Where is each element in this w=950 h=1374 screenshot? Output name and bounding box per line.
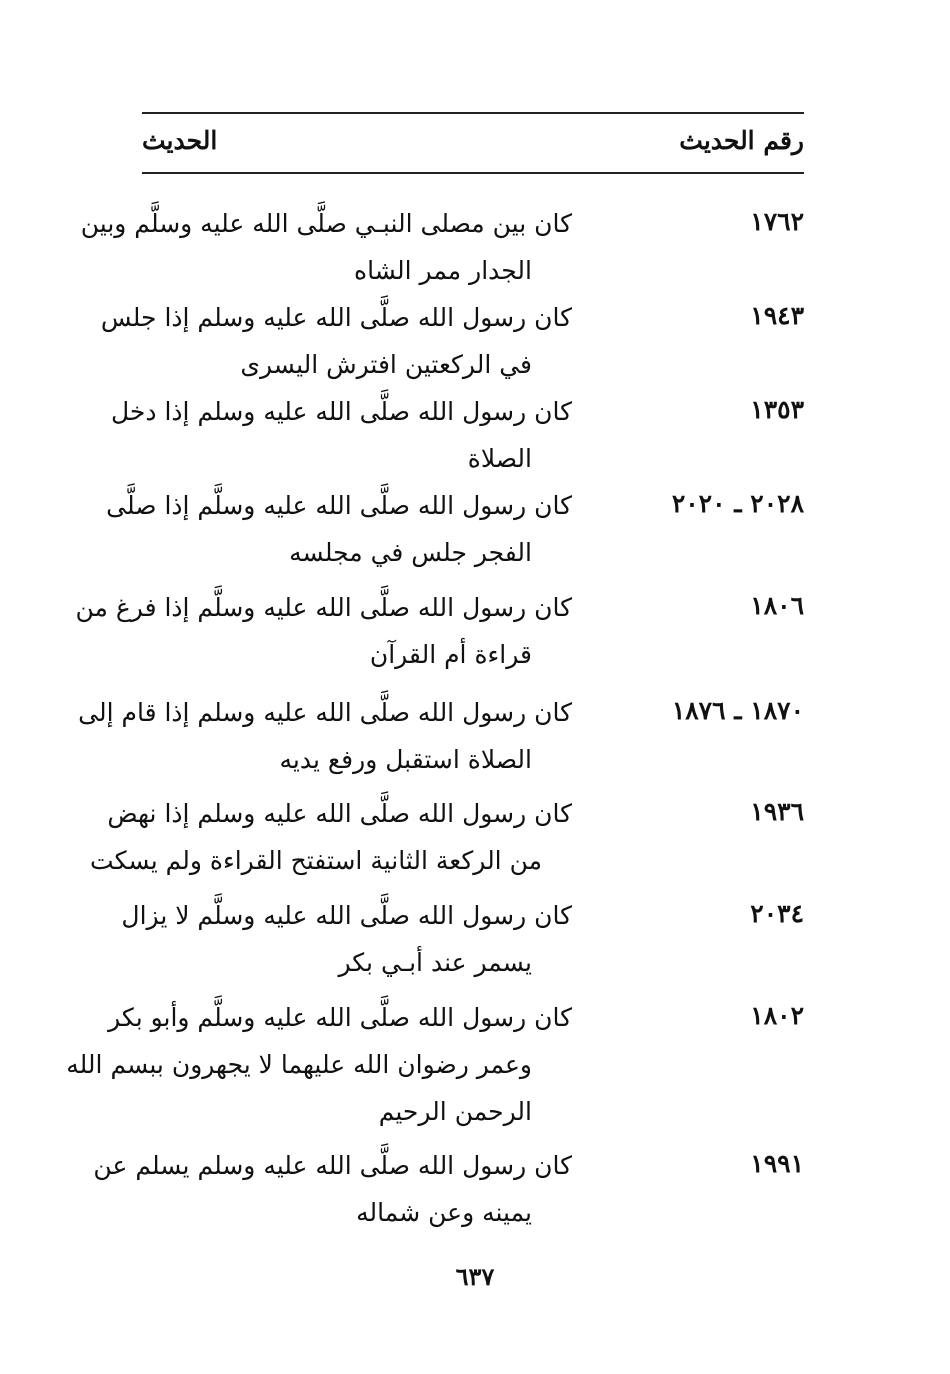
hadith-number: ٢٠٣٤: [750, 899, 804, 928]
hadith-number: ١٣٥٣: [750, 395, 804, 424]
hadith-text: [100, 294, 572, 388]
hadith-text-line: الرحمن الرحيم: [378, 1097, 532, 1126]
hadith-number: ١٧٦٢: [750, 207, 804, 236]
hadith-text-line: وعمر رضوان الله عليهما لا يجهرون ببسم الله: [66, 1050, 532, 1079]
hadith-number: ١٨٠٦: [750, 591, 804, 620]
hadith-text-line: كان رسول الله صلَّى الله عليه وسلم إذا دخل: [111, 397, 572, 426]
hadith-number: ١٩٩١: [750, 1149, 804, 1178]
hadith-text: [66, 994, 572, 1135]
hadith-text-line: كان رسول الله صلَّى الله عليه وسلم إذا قام إلى: [78, 698, 572, 727]
hadith-number: ١٩٣٦: [750, 797, 804, 826]
table-header: [142, 118, 804, 168]
hadith-text-line: يسمر عند أبـي بكر: [338, 948, 532, 977]
hadith-text-column-heading: الحديث: [142, 126, 218, 155]
hadith-text: [106, 482, 572, 576]
hadith-text-line: في الركعتين افترش اليسرى: [240, 350, 532, 379]
page-number: ٦٣٧: [455, 1262, 495, 1291]
hadith-text-line: الجدار ممر الشاه: [354, 256, 532, 285]
hadith-text-line: قراءة أم القرآن: [369, 640, 532, 669]
hadith-text-line: من الركعة الثانية استفتح القراءة ولم يسكت: [90, 846, 542, 875]
hadith-text: [93, 1142, 572, 1236]
hadith-text-line: يمينه وعن شماله: [356, 1198, 532, 1227]
hadith-text-line: الفجر جلس في مجلسه: [289, 538, 532, 567]
hadith-text-line: كان رسول الله صلَّى الله عليه وسلم يسلم عن: [93, 1151, 572, 1180]
hadith-text-line: كان رسول الله صلَّى الله عليه وسلم إذا نهض: [107, 799, 572, 828]
hadith-text-line: كان رسول الله صلَّى الله عليه وسلَّم لا يزال: [121, 901, 572, 930]
hadith-text-line: كان رسول الله صلَّى الله عليه وسلَّم إذا فرغ من: [75, 593, 572, 622]
hadith-text: [78, 689, 572, 783]
hadith-text: [121, 892, 572, 986]
hadith-number-column-heading: رقم الحديث: [679, 126, 804, 155]
hadith-text-line: كان رسول الله صلَّى الله عليه وسلَّم إذا صلَّى: [106, 491, 572, 520]
hadith-number: ١٨٧٠ ـ ١٨٧٦: [671, 696, 804, 725]
hadith-text-line: الصلاة: [467, 444, 532, 473]
hadith-number: ١٨٠٢: [750, 1001, 804, 1030]
hadith-text-line: كان رسول الله صلَّى الله عليه وسلَّم وأبو بكر: [108, 1003, 572, 1032]
hadith-number: ١٩٤٣: [750, 301, 804, 330]
header-bottom-rule: [142, 172, 804, 174]
header-top-rule: [142, 112, 804, 114]
hadith-text: [111, 388, 572, 482]
hadith-text-line: كان رسول الله صلَّى الله عليه وسلم إذا جلس: [100, 303, 572, 332]
hadith-text: [90, 790, 572, 884]
hadith-text: [75, 584, 572, 678]
hadith-text-line: كان بين مصلى النبـي صلَّى الله عليه وسلَّم وبين: [80, 209, 572, 238]
hadith-number: ٢٠٢٨ ـ ٢٠٢٠: [671, 489, 804, 518]
hadith-text: [80, 200, 572, 294]
hadith-text-line: الصلاة استقبل ورفع يديه: [279, 745, 532, 774]
